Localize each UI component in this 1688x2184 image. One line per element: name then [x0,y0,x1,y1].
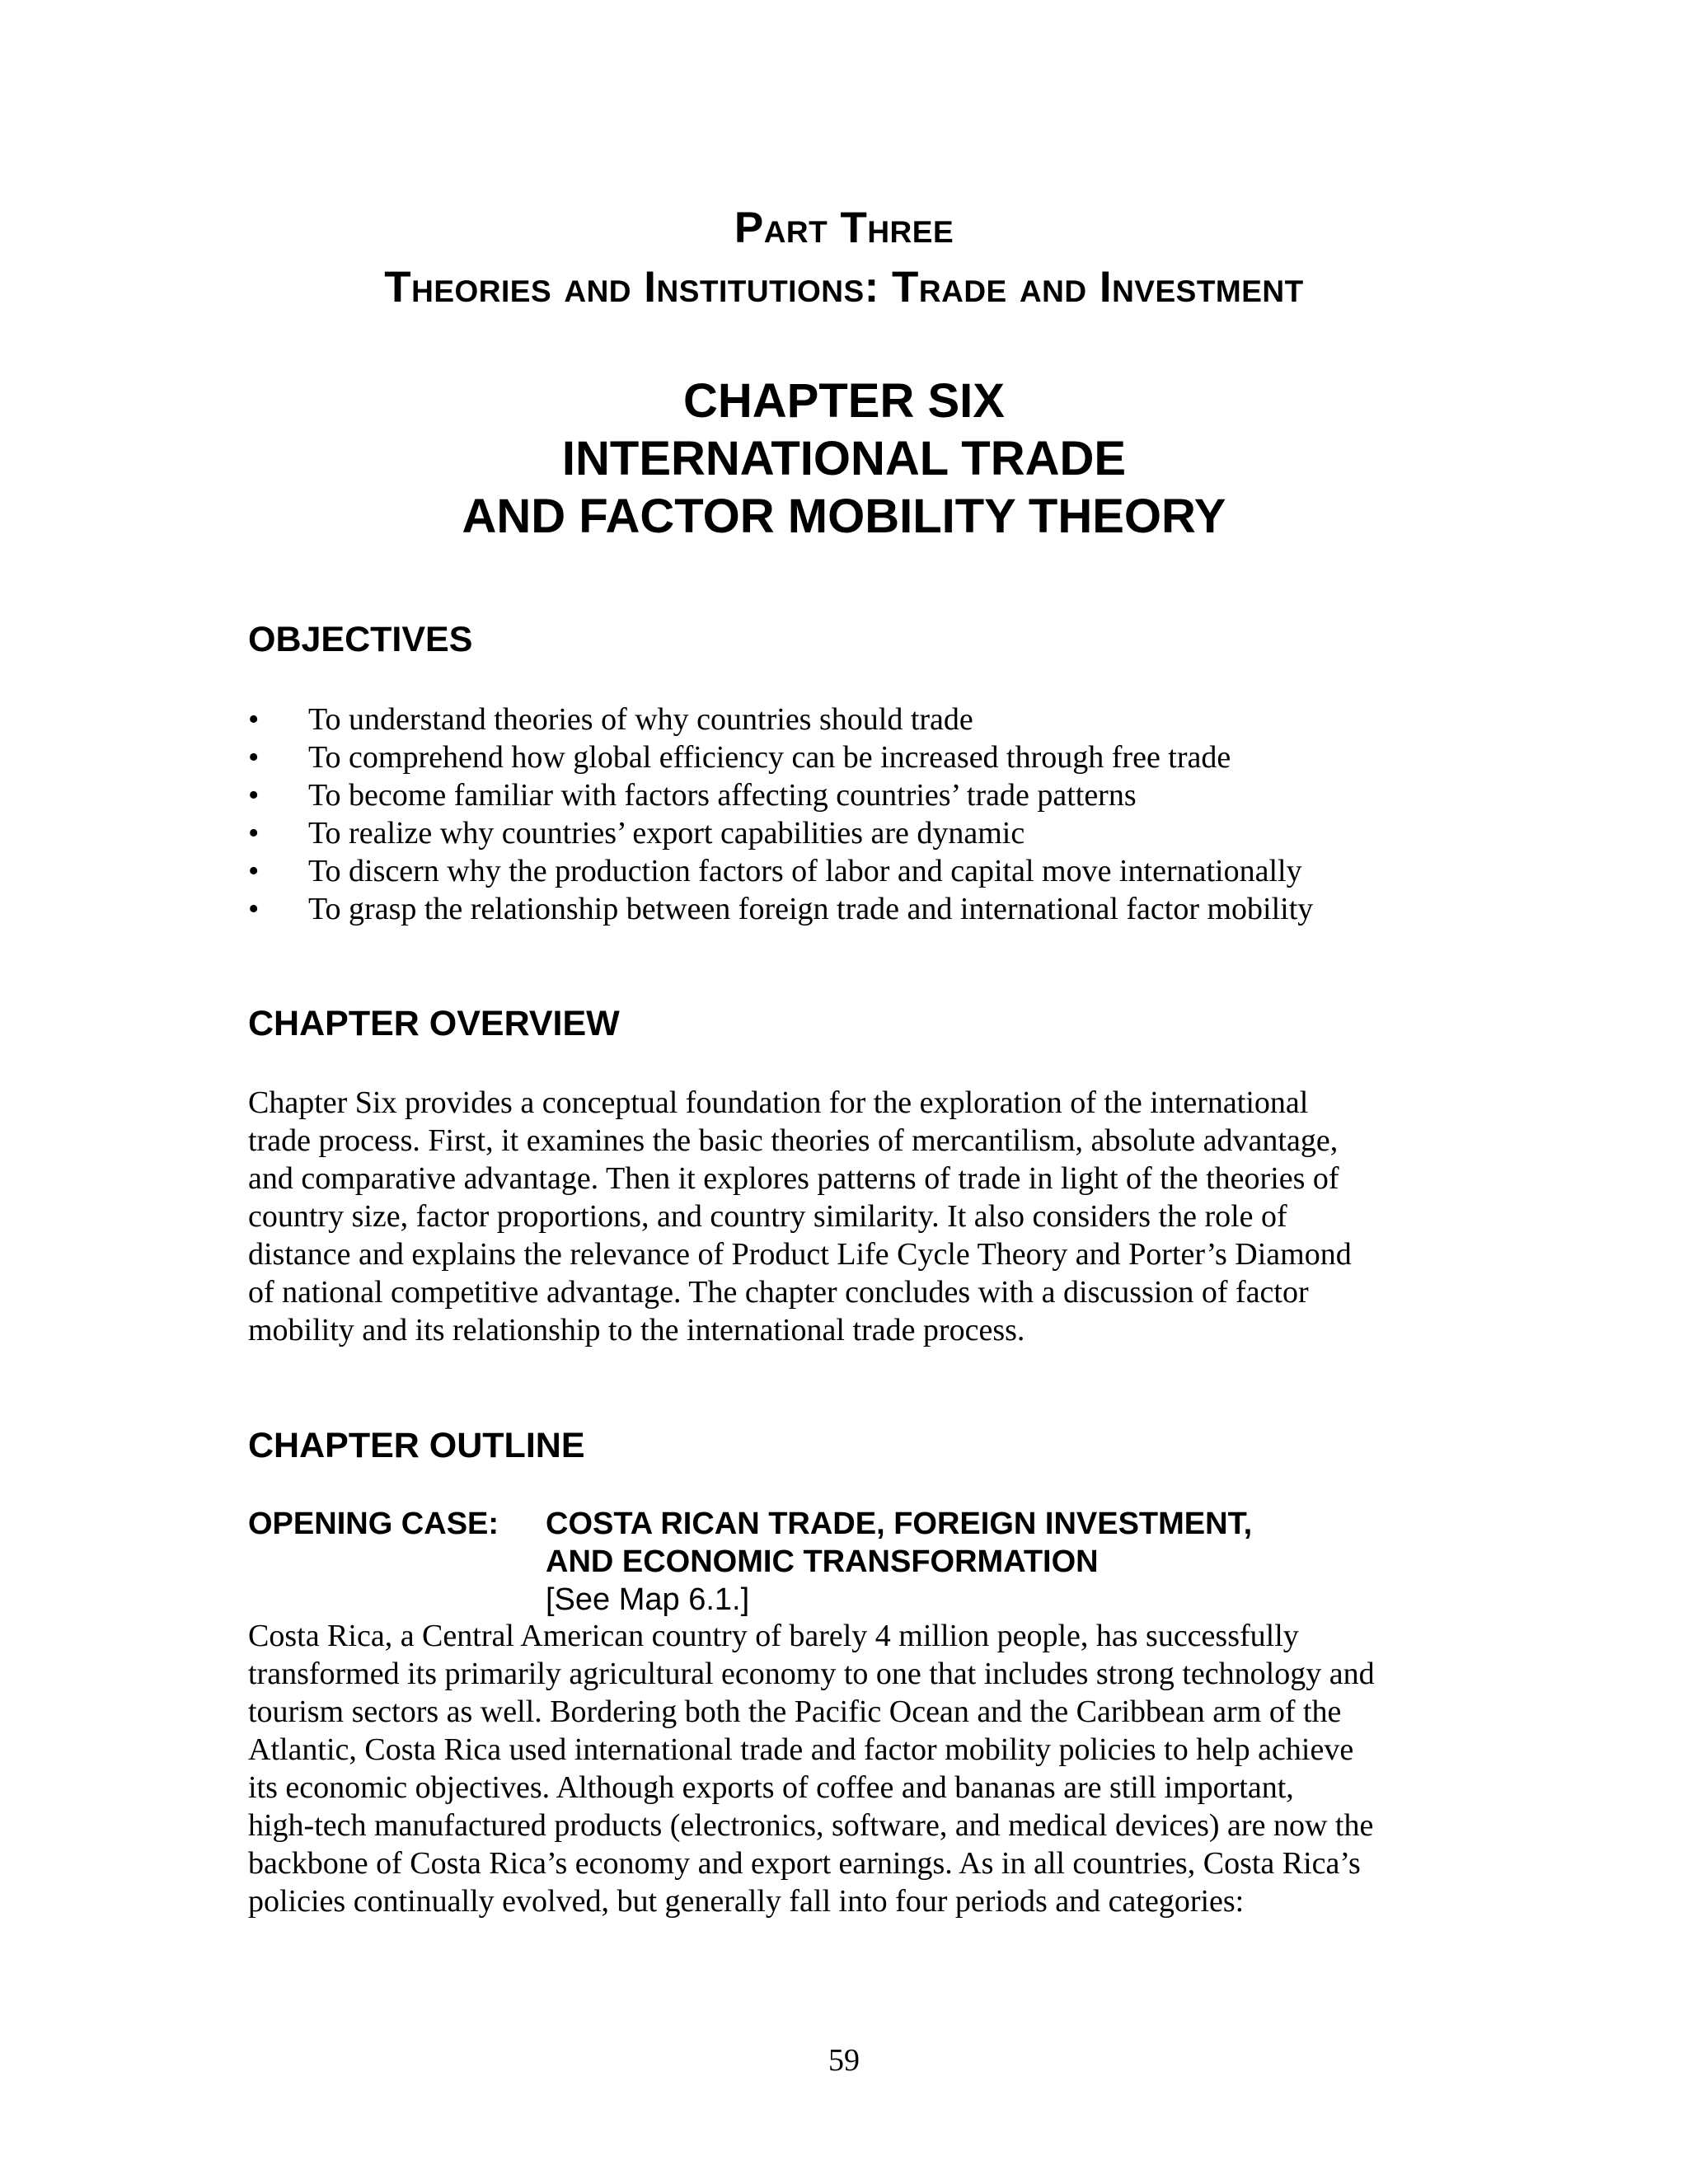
paragraph-line: trade process. First, it examines the basic theories of mercantilism, absolute advantage, [248,1123,1339,1158]
list-item [248,890,1313,928]
case-title-line-1: COSTA RICAN TRADE, FOREIGN INVESTMENT, [546,1507,1253,1541]
bullet-icon: • [248,702,260,737]
part-subtitle: Theories and Institutions: Trade and Investment [384,263,1304,312]
paragraph-line: Atlantic, Costa Rica used international trade and factor mobility policies to help achieve [248,1732,1354,1767]
paragraph-line: transformed its primarily agricultural economy to one that includes strong technology and [248,1657,1375,1691]
objective-text: To discern why the production factors of labor and capital move internationally [308,854,1302,888]
part-title: Part Three [734,204,954,252]
objective-text: To grasp the relationship between foreign trade and international factor mobility [308,892,1314,926]
paragraph-line: backbone of Costa Rica’s economy and export earnings. As in all countries, Costa Rica’s [248,1846,1361,1881]
outline-heading: CHAPTER OUTLINE [248,1426,585,1465]
list-item [248,814,1313,852]
bullet-icon: • [248,892,260,926]
paragraph-line: policies continually evolved, but generally fall into four periods and categories: [248,1884,1245,1919]
chapter-title-line-2: INTERNATIONAL TRADE [561,432,1127,485]
case-title-line-2: AND ECONOMIC TRANSFORMATION [546,1544,1099,1579]
page-number: 59 [828,2043,860,2078]
bullet-icon: • [248,740,260,775]
bullet-icon: • [248,816,260,851]
opening-case-paragraph [248,1617,1468,1920]
objectives-heading: OBJECTIVES [248,620,473,659]
list-item [248,776,1313,814]
map-reference: [See Map 6.1.] [546,1582,750,1617]
objectives-list [248,701,1313,928]
chapter-title-line-1: CHAPTER SIX [683,374,1005,428]
objective-text: To realize why countries’ export capabilities are dynamic [308,816,1025,851]
list-item [248,852,1313,890]
paragraph-line: Chapter Six provides a conceptual foundation for the exploration of the international [248,1085,1309,1120]
chapter-title-line-3: AND FACTOR MOBILITY THEORY [462,490,1226,543]
list-item [248,701,1313,738]
paragraph-line: tourism sectors as well. Bordering both the Pacific Ocean and the Caribbean arm of the [248,1694,1342,1729]
bullet-icon: • [248,778,260,813]
paragraph-line: mobility and its relationship to the international trade process. [248,1313,1025,1347]
bullet-icon: • [248,854,260,888]
paragraph-line: distance and explains the relevance of Product Life Cycle Theory and Porter’s Diamond [248,1237,1352,1272]
list-item [248,738,1313,776]
paragraph-line: Costa Rica, a Central American country of barely 4 million people, has successfully [248,1619,1299,1653]
paragraph-line: country size, factor proportions, and country similarity. It also considers the role of [248,1199,1287,1234]
overview-heading: CHAPTER OVERVIEW [248,1004,620,1043]
paragraph-line: its economic objectives. Although exports of coffee and bananas are still important, [248,1770,1294,1805]
paragraph-line: of national competitive advantage. The chapter concludes with a discussion of factor [248,1275,1309,1310]
overview-paragraph [248,1084,1468,1349]
objective-text: To comprehend how global efficiency can be increased through free trade [308,740,1231,775]
objective-text: To become familiar with factors affecting countries’ trade patterns [308,778,1137,813]
paragraph-line: high-tech manufactured products (electronics, software, and medical devices) are now the [248,1808,1374,1843]
opening-case-title [546,1505,1252,1619]
paragraph-line: and comparative advantage. Then it explores patterns of trade in light of the theories of [248,1161,1339,1196]
objective-text: To understand theories of why countries should trade [308,702,973,737]
opening-case-label: OPENING CASE: [248,1507,499,1541]
